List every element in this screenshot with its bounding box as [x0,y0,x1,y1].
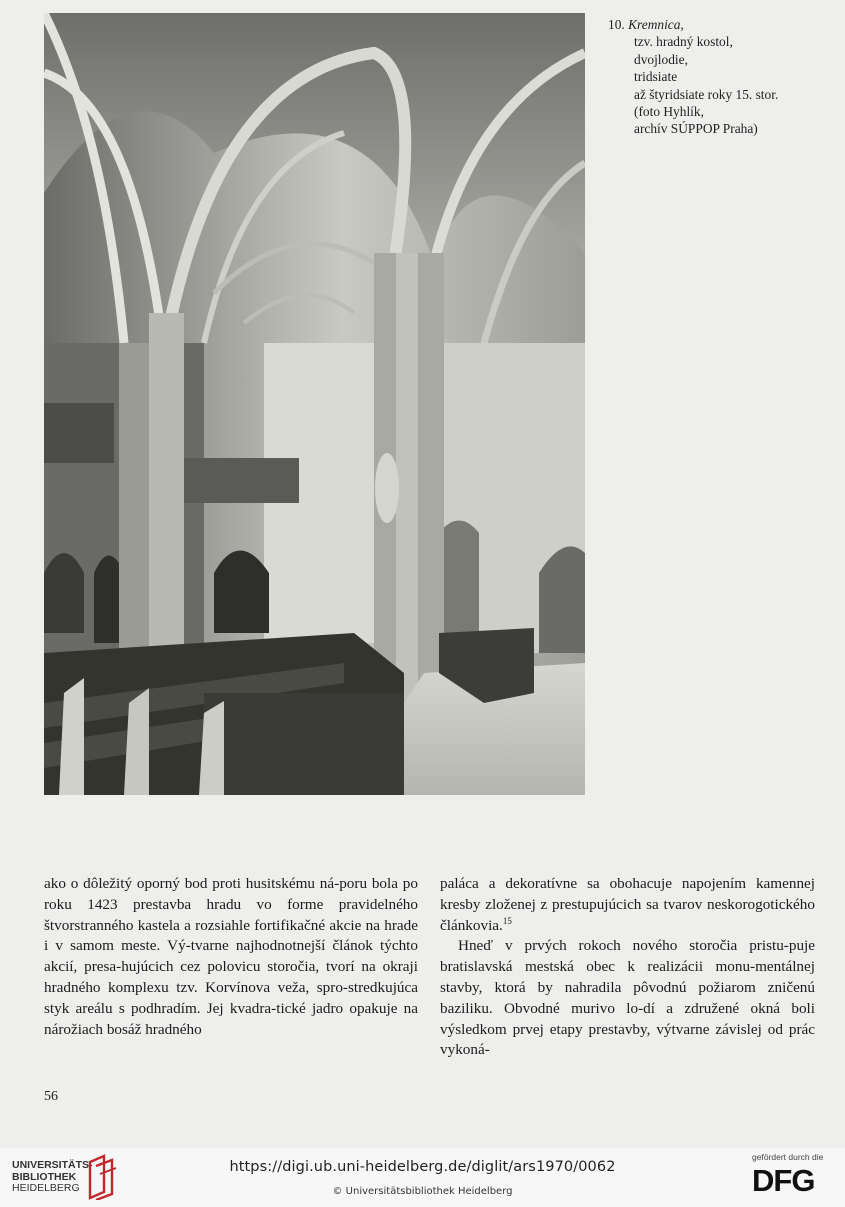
church-interior-photo [44,13,585,795]
permalink-url[interactable]: https://digi.ub.uni-heidelberg.de/diglit/ars1970/0062 [229,1159,616,1175]
caption-title-line [608,16,833,33]
library-name-line: BIBLIOTHEK [12,1170,77,1183]
paragraph-left: ako o dôležitý oporný bod proti husitskému ná-poru bola po roku 1423 prestavba hradu vo forme pravidelného štvorstranného kastela a rozsiahle fortifikačné akcie na hrade i v samom meste. Vý-tvarne najhodnotnejší článok týchto akcií, presa-hujúcich cez polovicu storočia, tvorí na okraji hradného komplexu tzv. Korvínova veža, spro-stredkujúca styk areálu s podhradím. Jej kvadra-tické jadro opakuje na nárožiach bosáž hradného [44,875,418,1038]
caption-line: tzv. hradný kostol, [634,34,733,50]
caption-line: dvojlodie, [634,51,688,67]
copyright-notice: © Universitätsbibliothek Heidelberg [332,1186,513,1197]
funding-label: gefördert durch die [752,1152,824,1162]
paragraph-right-2: Hneď v prvých rokoch nového storočia pristu-puje bratislavská mestská obec k realizácii monu-mentálnej stavby, ktorá by nahradila pôvodnú požiarom zničenú baziliku. Obvodné murivo lo-dí a združené okná boli výsledkom prvej etapy prestavby, výtvarne závislej od prác vykoná- [440,937,815,1059]
paragraph-right-1 [440,874,815,936]
page-number: 56 [44,1089,58,1104]
library-name-line: UNIVERSITÄTS- [12,1159,93,1171]
caption-line: (foto Hyhlík, [634,104,704,120]
caption-number: 10. [608,17,625,32]
body-text-left-column [44,874,418,1040]
figure-caption [608,16,833,138]
caption-line: tridsiate [634,69,678,85]
library-name-line: HEIDELBERG [12,1182,80,1194]
paragraph-right-1-text: paláca a dekoratívne sa obohacuje napojením kamennej kresby zloženej z prestupujúcich sa tvarov neskorogotického článkovia. [440,875,815,934]
caption-place: Kremnica, [628,17,684,32]
caption-line: archív SÚPPOP Praha) [634,121,758,137]
body-text-right-column [440,874,815,1061]
caption-line: až štyridsiate roky 15. stor. [634,86,779,102]
digitization-footer [0,1148,845,1207]
dfg-logo: DFG [752,1163,815,1198]
footnote-reference[interactable]: 15 [502,915,512,926]
